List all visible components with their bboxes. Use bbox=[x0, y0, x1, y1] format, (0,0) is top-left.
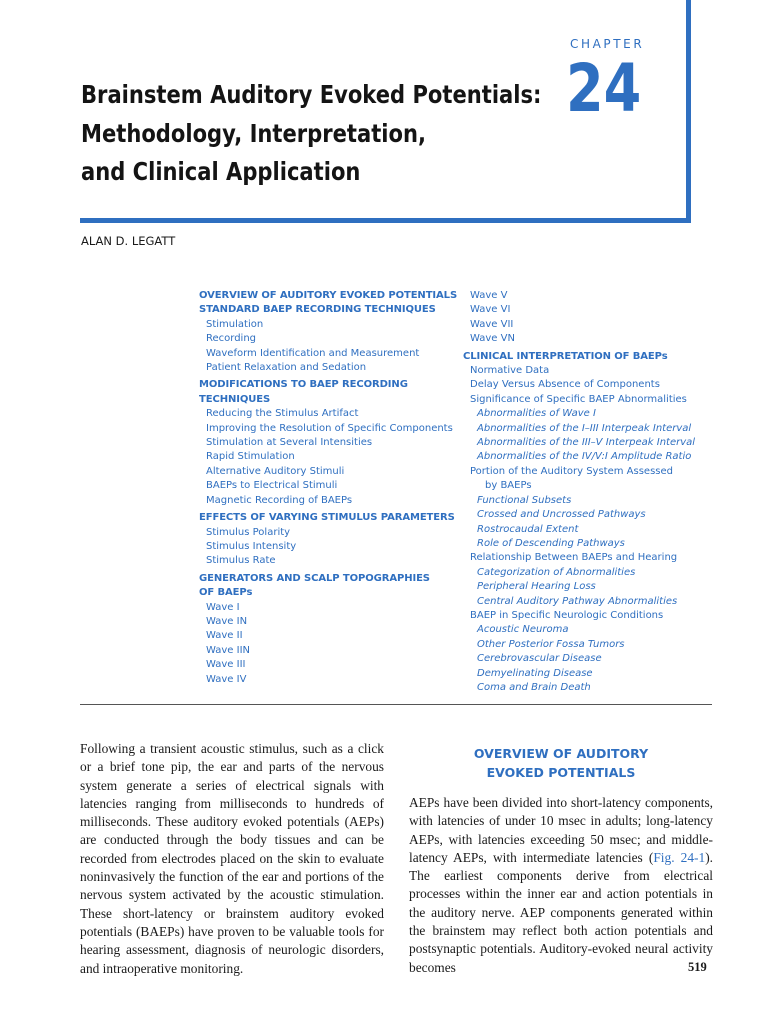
toc-subentry[interactable]: Role of Descending Pathways bbox=[477, 537, 625, 549]
toc-subentry[interactable]: Abnormalities of the I–III Interpeak Interval bbox=[477, 422, 692, 434]
chapter-title-line: Methodology, Interpretation, bbox=[81, 118, 427, 148]
toc-entry[interactable]: Wave VN bbox=[470, 333, 515, 345]
toc-entry[interactable]: Wave IIN bbox=[206, 644, 251, 656]
toc-entry[interactable]: Wave VI bbox=[470, 304, 511, 316]
chapter-number: 24 bbox=[566, 50, 642, 127]
toc-heading[interactable]: OVERVIEW OF AUDITORY EVOKED POTENTIALS bbox=[199, 290, 458, 301]
toc-heading[interactable]: MODIFICATIONS TO BAEP RECORDING bbox=[199, 379, 408, 391]
author-name: ALAN D. LEGATT bbox=[81, 234, 176, 248]
toc-subentry[interactable]: Demyelinating Disease bbox=[477, 667, 593, 679]
toc-entry[interactable]: Significance of Specific BAEP Abnormalities bbox=[470, 393, 687, 405]
section-heading-line: OVERVIEW OF AUDITORY bbox=[473, 746, 649, 761]
toc-subentry[interactable]: Abnormalities of the III–V Interpeak Interval bbox=[477, 437, 696, 449]
toc-subentry[interactable]: Other Posterior Fossa Tumors bbox=[477, 638, 625, 650]
table-of-contents-left bbox=[199, 289, 458, 687]
toc-entry[interactable]: Wave IV bbox=[206, 673, 247, 685]
toc-heading[interactable]: STANDARD BAEP RECORDING TECHNIQUES bbox=[199, 304, 436, 316]
toc-entry[interactable]: Wave I bbox=[206, 601, 240, 613]
toc-entry[interactable]: Wave V bbox=[470, 290, 508, 301]
chapter-title-line: and Clinical Application bbox=[81, 157, 361, 186]
chapter-header-rule bbox=[80, 218, 691, 223]
toc-subentry[interactable]: Acoustic Neuroma bbox=[477, 624, 569, 636]
toc-subentry[interactable]: Abnormalities of the IV/V:I Amplitude Ratio bbox=[477, 451, 692, 463]
toc-entry[interactable]: Wave IN bbox=[206, 615, 248, 627]
toc-heading[interactable]: GENERATORS AND SCALP TOPOGRAPHIES bbox=[199, 572, 430, 584]
toc-entry[interactable]: Patient Relaxation and Sedation bbox=[206, 362, 367, 374]
toc-heading[interactable]: TECHNIQUES bbox=[199, 393, 271, 405]
toc-entry[interactable]: Wave II bbox=[206, 630, 243, 642]
toc-entry[interactable]: Normative Data bbox=[470, 365, 550, 377]
toc-subentry[interactable]: Functional Subsets bbox=[477, 494, 572, 506]
toc-entry[interactable]: Stimulation bbox=[206, 318, 264, 330]
toc-subentry[interactable]: Crossed and Uncrossed Pathways bbox=[477, 509, 646, 521]
toc-subentry[interactable]: Categorization of Abnormalities bbox=[477, 566, 636, 578]
intro-paragraph: Following a transient acoustic stimulus, such as a click or a brief tone pip, the ear and parts of the nervous system generate a series of electrical signals with latencies ranging from milliseconds to hundreds of milliseconds. These auditory evoked potentials (AEPs) are conducted through the body tissues and can be recorded from electrodes placed on the skin to evaluate noninvasively the function of the ear and portions of the nervous system activated by the acoustic stimulation. These short-latency or brainstem auditory evoked potentials (BAEPs) have proven to be valuable tools for hearing assessment, diagnosis of neurologic disorders, and intraoperative monitoring. bbox=[80, 741, 384, 976]
toc-entry[interactable]: Delay Versus Absence of Components bbox=[470, 379, 660, 391]
section-heading bbox=[409, 744, 713, 782]
toc-divider bbox=[80, 704, 712, 705]
toc-entry[interactable]: Stimulation at Several Intensities bbox=[206, 437, 373, 449]
toc-entry[interactable]: Alternative Auditory Stimuli bbox=[206, 465, 345, 477]
toc-heading[interactable]: CLINICAL INTERPRETATION OF BAEPs bbox=[463, 350, 668, 362]
toc-entry[interactable]: BAEP in Specific Neurologic Conditions bbox=[470, 609, 664, 621]
toc-heading[interactable]: OF BAEPs bbox=[199, 587, 253, 599]
chapter-title bbox=[81, 76, 542, 192]
toc-entry[interactable]: Waveform Identification and Measurement bbox=[206, 347, 420, 359]
table-of-contents-right bbox=[463, 289, 713, 695]
toc-entry[interactable]: Wave III bbox=[206, 659, 246, 671]
section-heading-line: EVOKED POTENTIALS bbox=[486, 765, 636, 780]
toc-entry[interactable]: Improving the Resolution of Specific Components bbox=[206, 422, 453, 434]
toc-subentry[interactable]: Central Auditory Pathway Abnormalities bbox=[477, 595, 678, 607]
toc-entry-continuation[interactable]: by BAEPs bbox=[485, 480, 532, 492]
toc-subentry[interactable]: Abnormalities of Wave I bbox=[477, 408, 596, 420]
toc-entry[interactable]: Magnetic Recording of BAEPs bbox=[206, 494, 353, 506]
toc-entry[interactable]: Recording bbox=[206, 333, 257, 345]
toc-subentry[interactable]: Coma and Brain Death bbox=[477, 681, 591, 693]
chapter-title-line: Brainstem Auditory Evoked Potentials: bbox=[81, 80, 542, 109]
paragraph-text: ). The earliest components derive from electrical processes within the inner ear and action potentials in the auditory nerve. AEP components generated within the brainstem may reflect both action potentials and postsynaptic potentials. Auditory-evoked neural activity becomes bbox=[409, 849, 713, 975]
toc-entry[interactable]: Reducing the Stimulus Artifact bbox=[206, 408, 359, 420]
toc-heading[interactable]: EFFECTS OF VARYING STIMULUS PARAMETERS bbox=[199, 512, 455, 524]
chapter-side-rule bbox=[686, 0, 691, 223]
toc-entry[interactable]: Stimulus Rate bbox=[206, 555, 276, 567]
toc-entry[interactable]: Wave VII bbox=[470, 318, 514, 330]
chapter-label: CHAPTER bbox=[570, 37, 645, 51]
toc-subentry[interactable]: Cerebrovascular Disease bbox=[477, 653, 602, 665]
page-number: 519 bbox=[688, 960, 707, 974]
overview-paragraph bbox=[409, 794, 713, 977]
figure-reference-link[interactable]: Fig. 24-1 bbox=[653, 849, 706, 865]
toc-entry[interactable]: BAEPs to Electrical Stimuli bbox=[206, 480, 338, 492]
toc-entry[interactable]: Rapid Stimulation bbox=[206, 451, 295, 463]
toc-subentry[interactable]: Peripheral Hearing Loss bbox=[477, 581, 596, 593]
toc-entry[interactable]: Stimulus Intensity bbox=[206, 540, 297, 552]
toc-entry[interactable]: Portion of the Auditory System Assessed bbox=[470, 465, 673, 477]
toc-entry[interactable]: Relationship Between BAEPs and Hearing bbox=[470, 552, 678, 564]
paragraph-text: AEPs have been divided into short-latency components, with latencies of under 10 msec in adults; long-latency AEPs, with latencies exceeding 50 msec; and middle-latency AEPs, with intermediate latencies ( bbox=[409, 795, 713, 865]
toc-subentry[interactable]: Rostrocaudal Extent bbox=[477, 523, 579, 535]
toc-entry[interactable]: Stimulus Polarity bbox=[206, 526, 291, 538]
